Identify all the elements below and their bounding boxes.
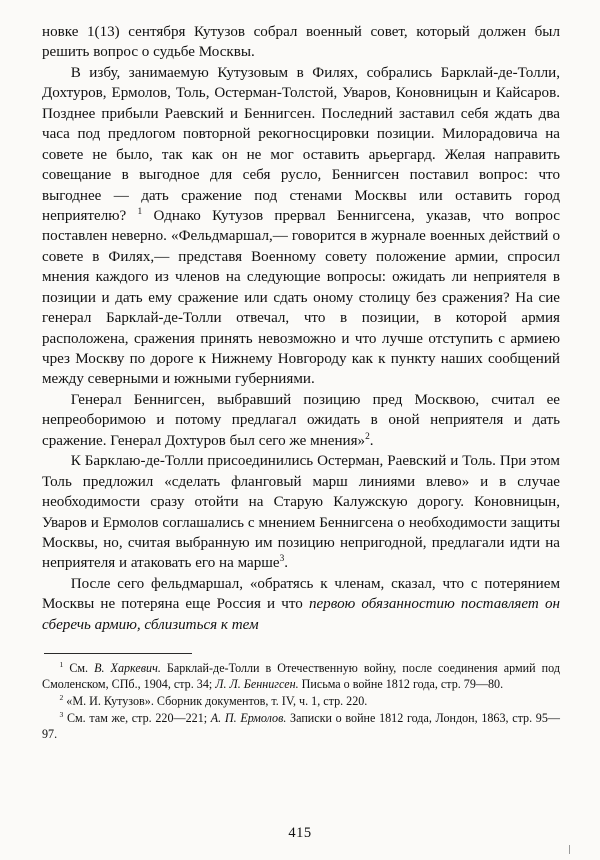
page-edge-tick: [569, 845, 570, 854]
paragraph: В избу, занимаемую Кутузовым в Филях, собрались Барклай-де-Толли, Дохтуров, Ермолов, Толь, Остерман-Толстой, Уваров, Коновницын и Кайсаров. Позднее прибыли Раевский и Беннигсен. Последний заставил себя ждать два часа под предлогом повторной рекогносцировки позиции. Милорадовича на совете не было, так как он не мог оставить арьергард. Желая направить совещание в выгодное для себя русло, Беннигсен поставил вопрос: что выгоднее — дать сражение под стенами Москвы или оставить город неприятелю? $^1$ Однако Кутузов прервал Беннигсена, указав, что вопрос поставлен неверно. «Фельдмаршал,— говорится в журнале военных действий о совете в Филях,— представя Военному совету положение армии, спросил мнения каждого из членов на следующие вопросы: ожидать ли неприятеля в позиции и дать ему сражение или сдать оному столицу без сражения? На сие генерал Барклай-де-Толли отвечал, что в позиции, в которой армия расположена, сражения принять невозможно и что лучше отступить с армиею чрез Москву по дороге к Нижнему Новгороду как к пункту наших сообщений между северными и южными губерниями.: [42, 64, 560, 388]
footnote-separator-rule: [44, 653, 192, 654]
paragraph: К Барклаю-де-Толли присоединились Остерман, Раевский и Толь. При этом Толь предложил «сделать фланговый марш линиями влево» и в случае необходимости сразу отойти на Старую Калужскую дорогу. Коновницын, Уваров и Ермолов соглашались с мнением Беннигсена о необходимости защиты Москвы, но, считая выбранную им позицию непригодной, предлагали идти на неприятеля и атаковать его на марше$^3$.: [42, 453, 560, 572]
paragraph: После сего фельдмаршал, «обратясь к членам, сказал, что с потерянием Москвы не потеряна еще Россия и что первою обязанностию поставляет он сберечь армию, сблизиться к тем: [42, 575, 560, 633]
body-text-column: [42, 22, 560, 635]
footnote: $^2$ «М. И. Кутузов». Сборник документов, т. IV, ч. 1, стр. 220.: [59, 693, 368, 709]
paragraph: новке 1(13) сентября Кутузов собрал военный совет, который должен был решить вопрос о судьбе Москвы.: [42, 24, 560, 61]
footnote: $^1$ См. В. Харкевич. Барклай-де-Толли в Отечественную войну, после соединения армий под Смоленском, СПб., 1904, стр. 34; Л. Л. Беннигсен. Письма о войне 1812 года, стр. 79—80.: [42, 660, 560, 692]
footnote: $^3$ См. там же, стр. 220—221; А. П. Ермолов. Записки о войне 1812 года, Лондон, 1863, стр. 95—97.: [42, 709, 560, 741]
page-number: 415: [288, 825, 312, 841]
paragraph: Генерал Беннигсен, выбравший позицию пред Москвою, считал ее непреоборимою и потому предлагал ожидать в оной неприятеля и дать сражение. Генерал Дохтуров был сего же мнения»$^2$.: [42, 391, 560, 449]
footnotes-block: [42, 661, 560, 743]
